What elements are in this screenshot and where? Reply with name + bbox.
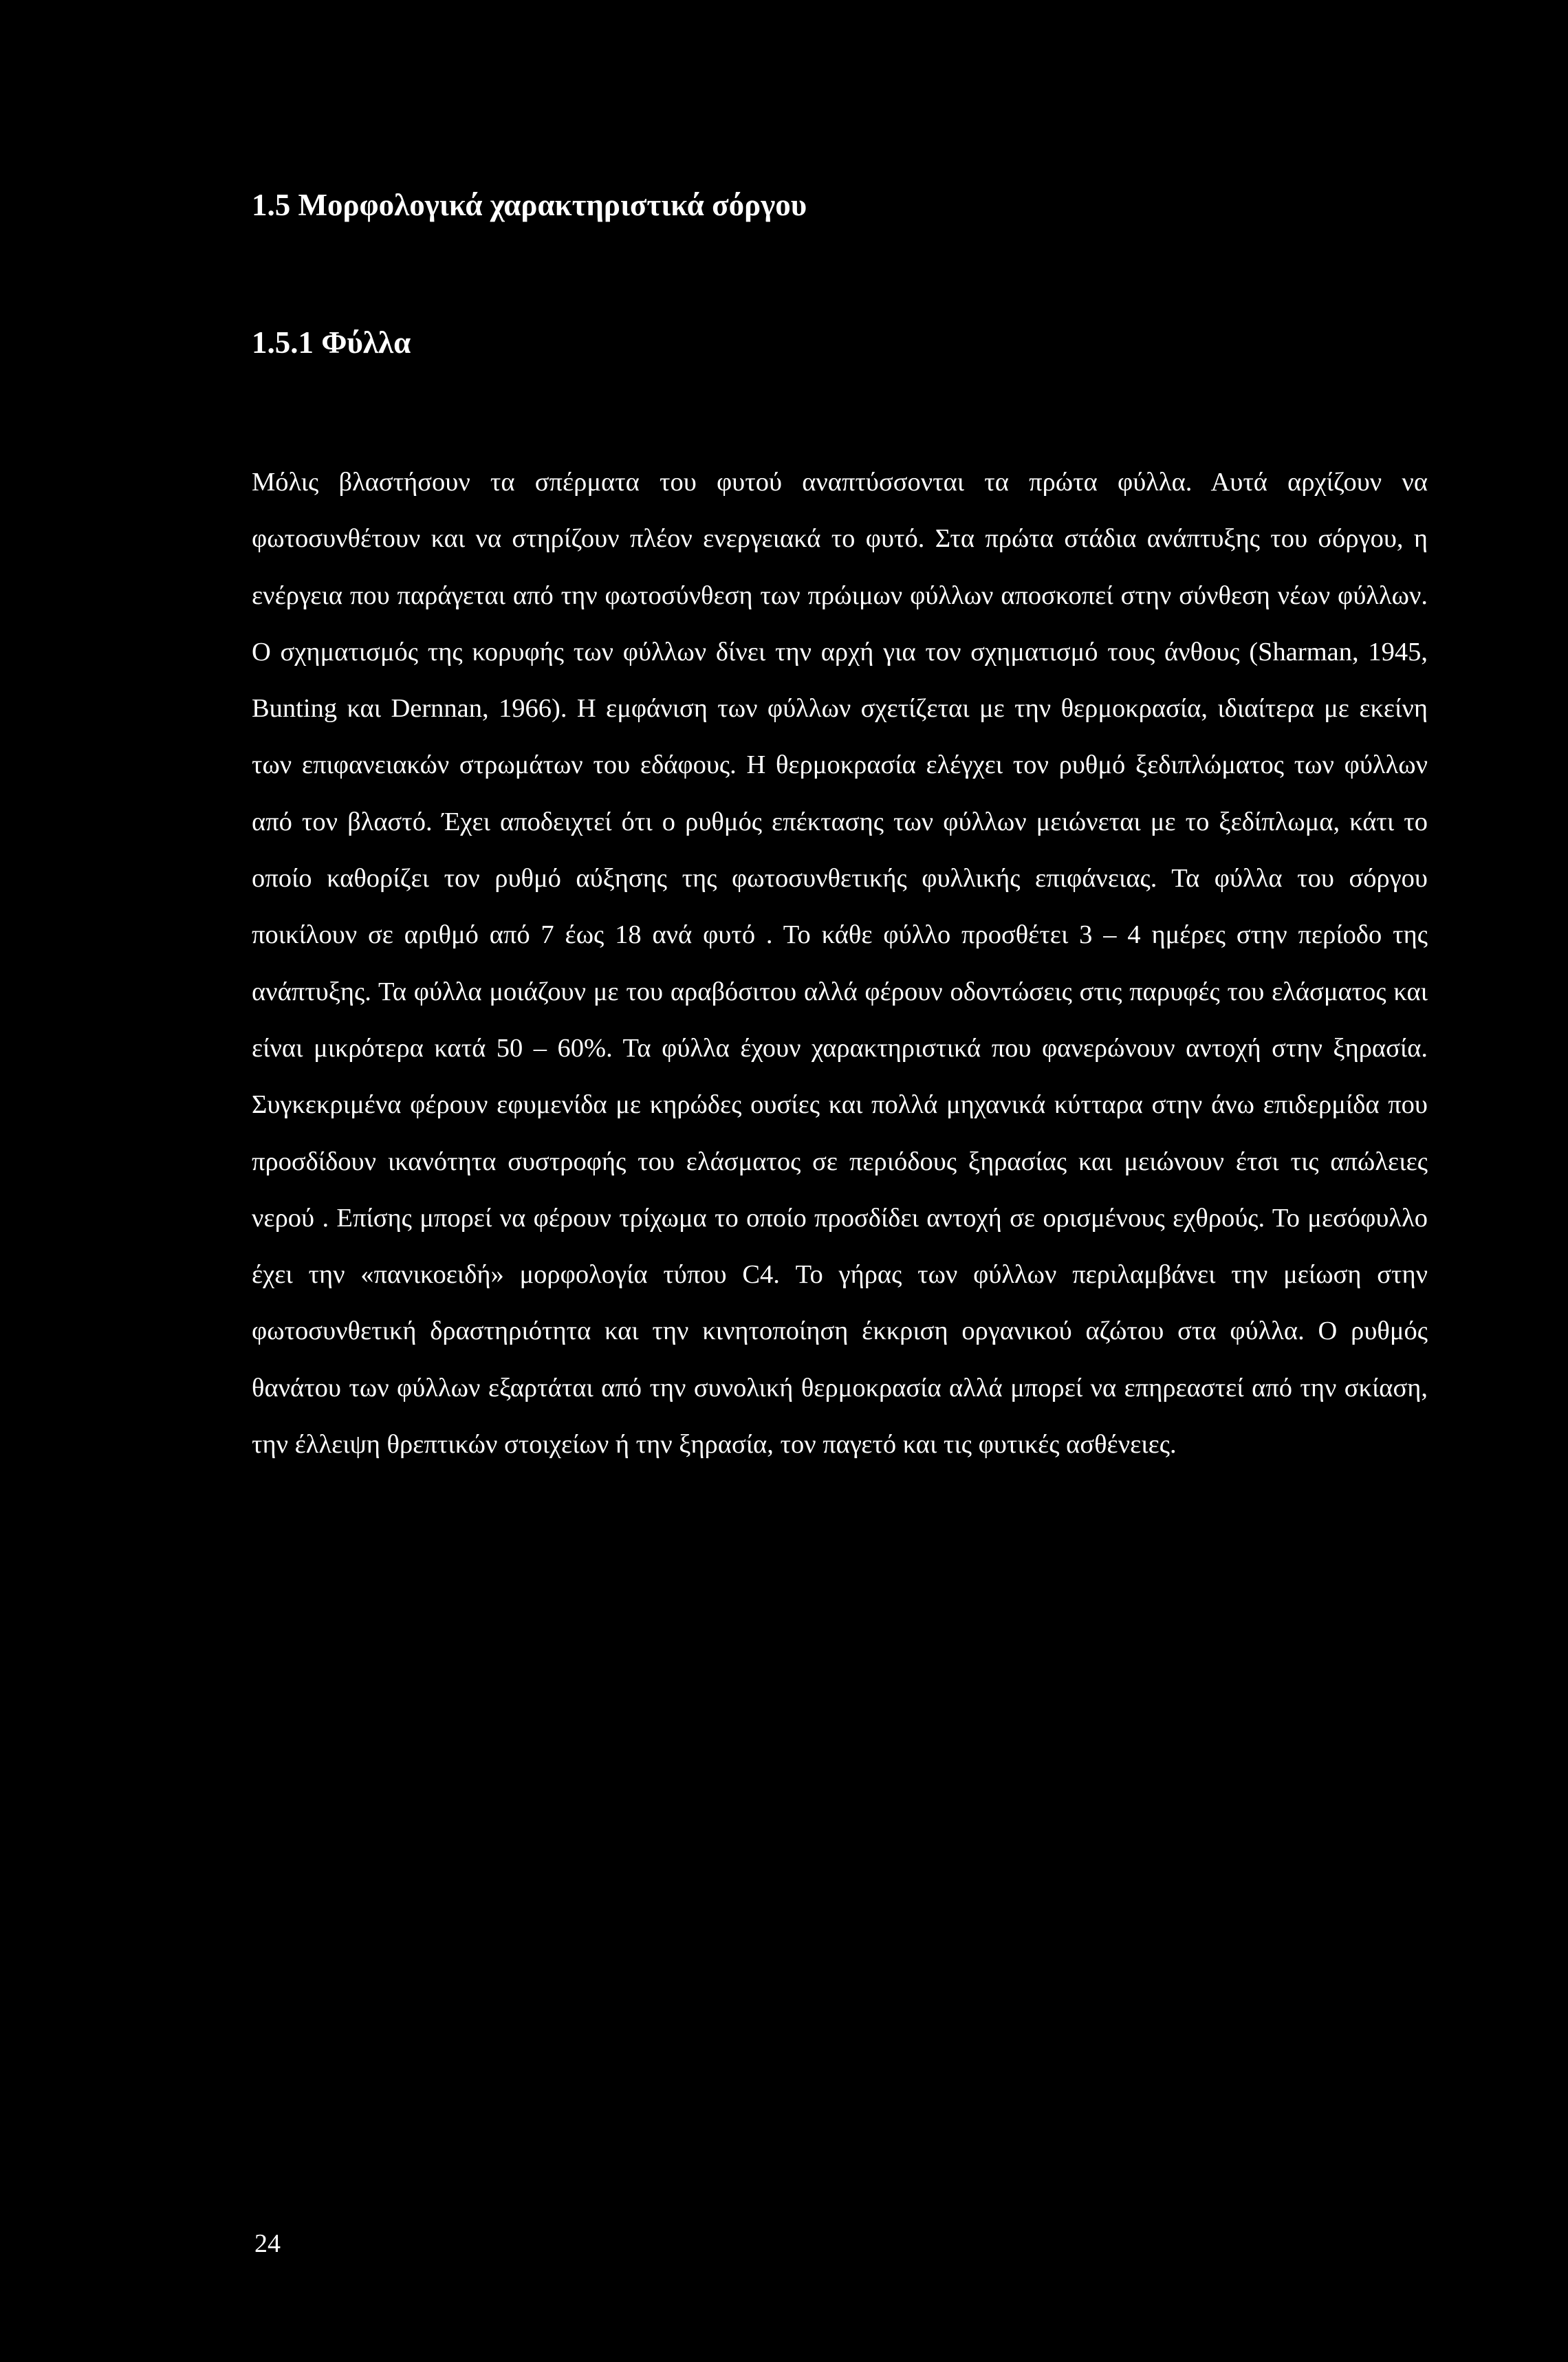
body-paragraph: Μόλις βλαστήσουν τα σπέρματα του φυτού αναπτύσσονται τα πρώτα φύλλα. Αυτά αρχίζουν να φωτοσυνθέτουν και να στηρίζουν πλέον ενεργειακά το φυτό. Στα πρώτα στάδια ανάπτυξης του σόργου, η ενέργεια που παράγεται από την φωτοσύνθεση των πρώιμων φύλλων αποσκοπεί στην σύνθεση νέων φύλλων. Ο σχηματισμός της κορυφής των φύλλων δίνει την αρχή για τον σχηματισμό τους άνθους (Sharman, 1945, Bunting και Dernnan, 1966). Η εμφάνιση των φύλλων σχετίζεται με την θερμοκρασία, ιδιαίτερα με εκείνη των επιφανειακών στρωμάτων του εδάφους. Η θερμοκρασία ελέγχει τον ρυθμό ξεδιπλώματος των φύλλων από τον βλαστό. Έχει αποδειχτεί ότι ο ρυθμός επέκτασης των φύλλων μειώνεται με το ξεδίπλωμα, κάτι το οποίο καθορίζει τον ρυθμό αύξησης της φωτοσυνθετικής φυλλικής επιφάνειας. Τα φύλλα του σόργου ποικίλουν σε αριθμό από 7 έως 18 ανά φυτό . Το κάθε φύλλο προσθέτει 3 – 4 ημέρες στην περίοδο της ανάπτυξης. Τα φύλλα μοιάζουν με του αραβόσιτου αλλά φέρουν οδοντώσεις στις παρυφές του ελάσματος και είναι μικρότερα κατά 50 – 60%. Τα φύλλα έχουν χαρακτηριστικά που φανερώνουν αντοχή στην ξηρασία. Συγκεκριμένα φέρουν εφυμενίδα με κηρώδες ουσίες και πολλά μηχανικά κύτταρα στην άνω επιδερμίδα που προσδίδουν ικανότητα συστροφής του ελάσματος σε περιόδους ξηρασίας και μειώνουν έτσι τις απώλειες νερού . Επίσης μπορεί να φέρουν τρίχωμα το οποίο προσδίδει αντοχή σε ορισμένους εχθρούς. Το μεσόφυλλο έχει την «πανικοειδή» μορφολογία τύπου C4. Το γήρας των φύλλων περιλαμβάνει την μείωση στην φωτοσυνθετική δραστηριότητα και την κινητοποίηση έκκριση οργανικού αζώτου στα φύλλα. Ο ρυθμός θανάτου των φύλλων εξαρτάται από την συνολική θερμοκρασία αλλά μπορεί να επηρεαστεί από την σκίαση, την έλλειψη θρεπτικών στοιχείων ή την ξηρασία, τον παγετό και τις φυτικές ασθένειες.	[252, 468, 1428, 1460]
subsection-heading: 1.5.1 Φύλλα	[252, 325, 411, 360]
page-number: 24	[254, 2229, 281, 2258]
section-heading: 1.5 Μορφολογικά χαρακτηριστικά σόργου	[252, 188, 807, 222]
